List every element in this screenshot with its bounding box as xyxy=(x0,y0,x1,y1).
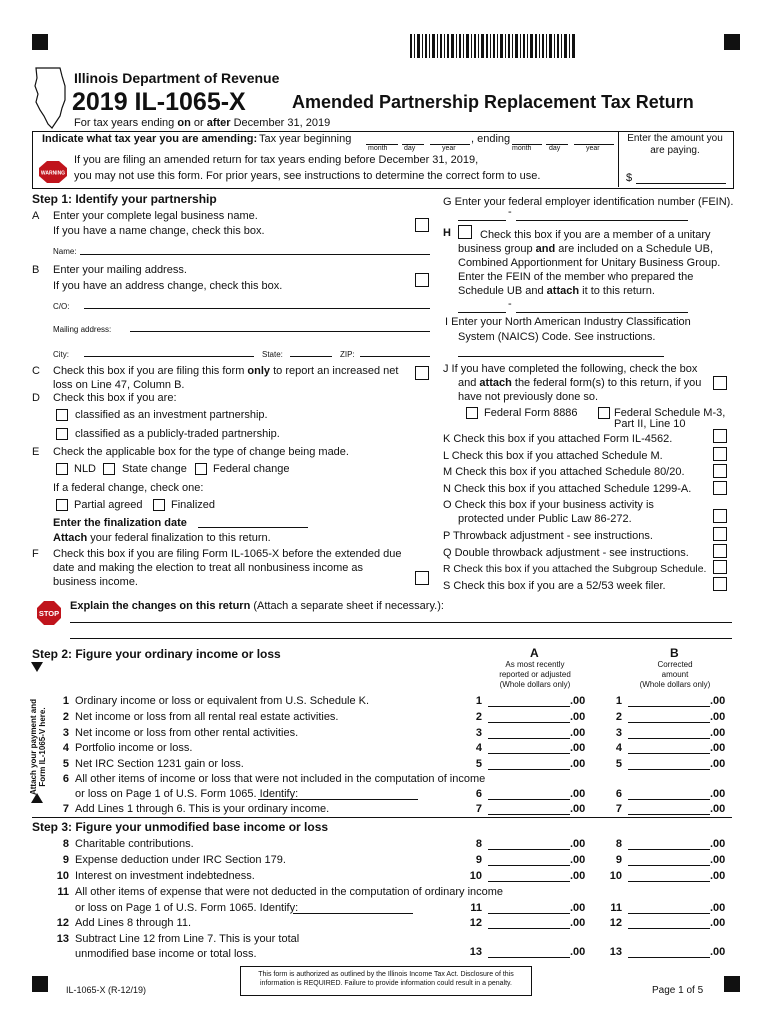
il4562-checkbox[interactable] xyxy=(713,429,727,443)
cents-label: .00 xyxy=(570,902,586,914)
cents-label: .00 xyxy=(570,917,586,929)
unitary-member-checkbox[interactable] xyxy=(458,225,472,239)
federal-change-label: Federal change xyxy=(213,463,290,475)
mailing-address-field[interactable] xyxy=(130,331,430,332)
step3-line-number: 10 xyxy=(56,870,69,882)
item-b-text-1: Enter your mailing address. xyxy=(53,264,187,276)
cents-label: .00 xyxy=(570,870,586,882)
warning-sign-icon xyxy=(38,160,68,184)
amount-field-col-b[interactable] xyxy=(628,865,710,866)
zip-label: ZIP: xyxy=(340,350,355,359)
state-label: State: xyxy=(262,350,283,359)
form-8886-checkbox[interactable] xyxy=(466,407,478,419)
item-h-text-5: Schedule UB and attach it to this return. xyxy=(458,285,655,297)
fein-dash: - xyxy=(508,206,512,218)
amount-field-col-b[interactable] xyxy=(628,881,710,882)
item-h-letter: H xyxy=(443,227,451,239)
explain-changes-label: Explain the changes on this return (Attach a separate sheet if necessary.): xyxy=(70,600,444,612)
cents-label: .00 xyxy=(570,854,586,866)
arrow-up-icon xyxy=(31,793,43,803)
disclosure-notice: This form is authorized as outlined by the Illinois Income Tax Act. Disclosure of this information is REQUIRED. Failure to provide information could result in a penalty. xyxy=(258,971,514,987)
arrow-down-icon xyxy=(31,662,43,672)
amount-line-number-a: 13 xyxy=(469,946,482,958)
item-a-text-2: If you have a name change, check this box. xyxy=(53,225,265,237)
column-a-desc-3: (Whole dollars only) xyxy=(499,680,571,689)
name-change-checkbox[interactable] xyxy=(415,218,429,232)
cents-label: .00 xyxy=(570,788,586,800)
cents-label: .00 xyxy=(570,695,586,707)
amount-line-number-a: 9 xyxy=(475,854,482,866)
step3-line-text: or loss on Page 1 of U.S. Form 1065. Identify: xyxy=(75,902,299,914)
amount-paying-label: Enter the amount you are paying. xyxy=(627,133,723,156)
ub-fein-field-a[interactable] xyxy=(458,312,506,313)
column-b-desc-1: Corrected xyxy=(657,660,693,669)
cents-label: .00 xyxy=(710,695,726,707)
amount-field-col-a[interactable] xyxy=(488,753,570,754)
amount-field-col-b[interactable] xyxy=(628,849,710,850)
dollar-sign: $ xyxy=(626,172,633,184)
nld-checkbox[interactable] xyxy=(56,463,68,475)
cents-label: .00 xyxy=(570,727,586,739)
cents-label: .00 xyxy=(710,803,726,815)
state-change-label: State change xyxy=(122,463,187,475)
item-i-text-1: I Enter your North American Industry Classification xyxy=(445,316,691,328)
amount-box-divider xyxy=(618,131,619,187)
nld-label: NLD xyxy=(74,463,97,475)
amount-field-col-a[interactable] xyxy=(488,881,570,882)
tax-year-beginning-label: Tax year beginning xyxy=(259,133,352,145)
tax-years-notice: For tax years ending on or after December 31, 2019 xyxy=(74,117,331,129)
item-o-text-2: protected under Public Law 86-272. xyxy=(458,513,632,525)
naics-field[interactable] xyxy=(458,356,664,357)
barcode xyxy=(410,34,576,58)
amount-field-col-a[interactable] xyxy=(488,928,570,929)
item-f-text-2: date and making the election to treat all nonbusiness income as xyxy=(53,562,364,574)
amount-line-number-b: 8 xyxy=(615,838,622,850)
item-r-text: R Check this box if you attached the Subgroup Schedule. xyxy=(443,564,707,575)
ub-fein-dash: - xyxy=(508,298,512,310)
cents-label: .00 xyxy=(570,803,586,815)
amount-field-col-b[interactable] xyxy=(628,799,710,800)
finalization-date-field[interactable] xyxy=(198,527,308,528)
amount-line-number-b: 12 xyxy=(609,917,622,929)
name-field[interactable] xyxy=(80,254,430,255)
schedule-8020-checkbox[interactable] xyxy=(713,464,727,478)
form-8886-label: Federal Form 8886 xyxy=(484,407,578,419)
amount-line-number-a: 11 xyxy=(470,902,482,914)
column-a-desc-1: As most recently xyxy=(505,660,565,669)
address-change-checkbox[interactable] xyxy=(415,273,429,287)
column-b-header: B xyxy=(670,646,679,660)
begin-day-caption: day xyxy=(404,145,416,152)
item-h-text-4: Enter the FEIN of the member who prepared the xyxy=(458,271,694,283)
item-c-text-2: loss on Line 47, Column B. xyxy=(53,379,185,391)
investment-partnership-checkbox[interactable] xyxy=(56,409,68,421)
step3-line-text: Subtract Line 12 from Line 7. This is your total xyxy=(75,933,300,945)
step2-line-number: 2 xyxy=(62,711,69,723)
step1-title: Step 1: Identify your partnership xyxy=(32,192,217,206)
amount-paying-field[interactable] xyxy=(636,183,726,184)
explain-line-1[interactable] xyxy=(70,622,732,623)
name-label: Name: xyxy=(53,247,77,256)
amount-line-number-b: 9 xyxy=(615,854,622,866)
begin-month-caption: month xyxy=(368,145,388,152)
amount-field-col-b[interactable] xyxy=(628,913,710,914)
item-h-text-2: business group and are included on a Schedule UB, xyxy=(458,243,714,255)
state-change-checkbox[interactable] xyxy=(103,463,115,475)
step2-line-text: Ordinary income or loss or equivalent from U.S. Schedule K. xyxy=(75,695,370,707)
line6-identify-field[interactable] xyxy=(258,799,418,800)
cents-label: .00 xyxy=(710,742,726,754)
cents-label: .00 xyxy=(570,758,586,770)
amount-field-col-b[interactable] xyxy=(628,722,710,723)
amount-field-col-a[interactable] xyxy=(488,957,570,958)
investment-partnership-label: classified as an investment partnership. xyxy=(75,409,268,421)
amount-line-number-a: 12 xyxy=(469,917,482,929)
item-b-letter: B xyxy=(32,264,40,276)
amount-field-col-a[interactable] xyxy=(488,814,570,815)
step2-line-text: Net income or loss from all rental real estate activities. xyxy=(75,711,339,723)
side-attach-text: Attach your payment and Form IL-1065-V here. xyxy=(29,699,47,796)
amount-line-number-b: 6 xyxy=(615,788,622,800)
amount-line-number-a: 8 xyxy=(475,838,482,850)
item-g-text: G Enter your federal employer identification number (FEIN). xyxy=(443,196,734,208)
amount-line-number-a: 1 xyxy=(475,695,482,707)
cents-label: .00 xyxy=(710,838,726,850)
item-m-text: M Check this box if you attached Schedule 80/20. xyxy=(443,466,685,478)
amount-line-number-b: 4 xyxy=(615,742,622,754)
throwback-checkbox[interactable] xyxy=(713,527,727,541)
item-j-text-1: J If you have completed the following, check the box xyxy=(443,363,698,375)
step3-line-text: Add Lines 8 through 11. xyxy=(75,917,191,929)
amount-line-number-a: 4 xyxy=(475,742,482,754)
subgroup-schedule-checkbox[interactable] xyxy=(713,560,727,574)
step2-title: Step 2: Figure your ordinary income or loss xyxy=(32,647,281,661)
step2-line-text: All other items of income or loss that were not included in the computation of income xyxy=(75,773,486,785)
step3-line-text: unmodified base income or total loss. xyxy=(75,948,257,960)
attach-finalization-text: Attach your federal finalization to this return. xyxy=(53,532,271,544)
item-l-text: L Check this box if you attached Schedule M. xyxy=(443,450,663,462)
fein-field-b[interactable] xyxy=(516,220,688,221)
finalized-label: Finalized xyxy=(171,499,216,511)
cents-label: .00 xyxy=(710,946,726,958)
item-j-text-3: have not previously done so. xyxy=(458,391,599,403)
step3-line-text: Expense deduction under IRC Section 179. xyxy=(75,854,286,866)
step3-line-number: 13 xyxy=(56,933,69,945)
amount-field-col-a[interactable] xyxy=(488,849,570,850)
fein-field-a[interactable] xyxy=(458,220,506,221)
item-k-text: K Check this box if you attached Form IL-4562. xyxy=(443,433,673,445)
schedule-1299a-checkbox[interactable] xyxy=(713,481,727,495)
amount-field-col-b[interactable] xyxy=(628,706,710,707)
step2-line-text: Net IRC Section 1231 gain or loss. xyxy=(75,758,244,770)
line11-identify-field[interactable] xyxy=(293,913,413,914)
amount-line-number-a: 5 xyxy=(475,758,482,770)
amount-line-number-a: 10 xyxy=(469,870,482,882)
amount-field-col-b[interactable] xyxy=(628,957,710,958)
item-e-letter: E xyxy=(32,446,40,458)
amount-line-number-a: 3 xyxy=(475,727,482,739)
amount-field-col-a[interactable] xyxy=(488,865,570,866)
amount-field-col-a[interactable] xyxy=(488,722,570,723)
step3-line-text: All other items of expense that were not deducted in the computation of ordinary income xyxy=(75,886,504,898)
amount-field-col-b[interactable] xyxy=(628,769,710,770)
amount-line-number-b: 13 xyxy=(609,946,622,958)
cents-label: .00 xyxy=(710,758,726,770)
cents-label: .00 xyxy=(710,711,726,723)
city-label: City: xyxy=(53,350,69,359)
schedule-m3-checkbox[interactable] xyxy=(598,407,610,419)
federal-change-check-one: If a federal change, check one: xyxy=(53,482,204,494)
cents-label: .00 xyxy=(710,727,726,739)
step3-line-number: 8 xyxy=(62,838,69,850)
step2-line-number: 7 xyxy=(62,803,69,815)
registration-mark-top-left xyxy=(32,34,48,50)
registration-mark-bottom-right xyxy=(724,976,740,992)
amount-field-col-a[interactable] xyxy=(488,769,570,770)
step3-line-text: Charitable contributions. xyxy=(75,838,194,850)
end-day-caption: day xyxy=(549,145,561,152)
stop-sign-icon xyxy=(36,600,62,626)
item-n-text: N Check this box if you attached Schedule 1299-A. xyxy=(443,483,692,495)
step2-line-text: Add Lines 1 through 6. This is your ordinary income. xyxy=(75,803,330,815)
column-a-desc-2: reported or adjusted xyxy=(499,670,571,679)
item-h-text-1: Check this box if you are a member of a unitary xyxy=(480,229,711,241)
federal-forms-checkbox[interactable] xyxy=(713,376,727,390)
partial-agreed-checkbox[interactable] xyxy=(56,499,68,511)
amount-line-number-b: 3 xyxy=(615,727,622,739)
registration-mark-bottom-left xyxy=(32,976,48,992)
svg-text:STOP: STOP xyxy=(38,609,60,618)
column-a-header: A xyxy=(530,646,539,660)
indicate-tax-year-label: Indicate what tax year you are amending: xyxy=(42,133,258,145)
step2-line-number: 1 xyxy=(62,695,69,707)
item-h-text-3: Combined Apportionment for Unitary Business Group. xyxy=(458,257,721,269)
item-c-text-1: Check this box if you are filing this form only to report an increased net xyxy=(53,365,399,377)
svg-text:WARNING: WARNING xyxy=(40,170,66,177)
item-a-text-1: Enter your complete legal business name. xyxy=(53,210,258,222)
amount-line-number-a: 2 xyxy=(475,711,482,723)
item-d-letter: D xyxy=(32,392,40,404)
notice-line-1: If you are filing an amended return for tax years ending before December 31, 2019, xyxy=(74,154,479,166)
form-subtitle: Amended Partnership Replacement Tax Return xyxy=(292,92,694,112)
mailing-address-label: Mailing address: xyxy=(53,325,112,334)
item-f-text-3: business income. xyxy=(53,576,138,588)
item-i-text-2: System (NAICS) Code. See instructions. xyxy=(458,331,656,343)
form-id: IL-1065-X (R-12/19) xyxy=(66,985,147,995)
amount-field-col-b[interactable] xyxy=(628,753,710,754)
cents-label: .00 xyxy=(710,917,726,929)
step2-line-number: 4 xyxy=(62,742,69,754)
begin-year-caption: year xyxy=(442,145,456,152)
cents-label: .00 xyxy=(710,870,726,882)
publicly-traded-checkbox[interactable] xyxy=(56,428,68,440)
finalized-checkbox[interactable] xyxy=(153,499,165,511)
cents-label: .00 xyxy=(710,902,726,914)
co-field[interactable] xyxy=(84,308,430,309)
ending-label: , ending xyxy=(471,133,511,145)
step2-line-number: 5 xyxy=(62,758,69,770)
step2-line-text: Portfolio income or loss. xyxy=(75,742,193,754)
schedule-m3-label-2: Part II, Line 10 xyxy=(614,418,686,430)
item-f-letter: F xyxy=(32,548,39,560)
step3-title: Step 3: Figure your unmodified base income or loss xyxy=(32,820,329,834)
item-d-text: Check this box if you are: xyxy=(53,392,177,404)
city-field[interactable] xyxy=(84,356,254,357)
amount-field-col-b[interactable] xyxy=(628,814,710,815)
column-b-desc-3: (Whole dollars only) xyxy=(639,680,711,689)
step2-line-number: 6 xyxy=(62,773,69,785)
item-o-text-1: O Check this box if your business activity is xyxy=(443,499,654,511)
schedule-m3-label-1: Federal Schedule M-3, xyxy=(614,407,726,419)
amount-field-col-a[interactable] xyxy=(488,913,570,914)
state-field[interactable] xyxy=(290,356,332,357)
cents-label: .00 xyxy=(570,946,586,958)
form-title: 2019 IL-1065-X xyxy=(72,88,246,116)
notice-line-2: you may not use this form. For prior years, see instructions to determine the correct form to use. xyxy=(74,170,541,182)
step2-line-text: Net income or loss from other rental activities. xyxy=(75,727,299,739)
amount-line-number-b: 7 xyxy=(615,803,622,815)
step2-divider xyxy=(32,817,732,818)
end-year-caption: year xyxy=(586,145,600,152)
page-number: Page 1 of 5 xyxy=(652,985,704,996)
amount-field-col-b[interactable] xyxy=(628,928,710,929)
partial-agreed-label: Partial agreed xyxy=(74,499,143,511)
cents-label: .00 xyxy=(710,788,726,800)
zip-field[interactable] xyxy=(360,356,430,357)
step3-line-number: 9 xyxy=(62,854,69,866)
explain-line-2[interactable] xyxy=(70,638,732,639)
publicly-traded-label: classified as a publicly-traded partnership. xyxy=(75,428,280,440)
step2-line-text: or loss on Page 1 of U.S. Form 1065. Identify: xyxy=(75,788,299,800)
amount-field-col-a[interactable] xyxy=(488,738,570,739)
step3-line-text: Interest on investment indebtedness. xyxy=(75,870,255,882)
amount-line-number-b: 11 xyxy=(610,902,622,914)
double-throwback-checkbox[interactable] xyxy=(713,544,727,558)
department-name: Illinois Department of Revenue xyxy=(74,70,280,86)
co-label: C/O: xyxy=(53,302,70,311)
item-c-letter: C xyxy=(32,365,40,377)
item-s-text: S Check this box if you are a 52/53 week filer. xyxy=(443,580,666,592)
pl86272-checkbox[interactable] xyxy=(713,509,727,523)
amount-line-number-b: 1 xyxy=(615,695,622,707)
item-e-text: Check the applicable box for the type of change being made. xyxy=(53,446,349,458)
illinois-state-icon xyxy=(32,66,68,130)
amount-field-col-a[interactable] xyxy=(488,799,570,800)
registration-mark-top-right xyxy=(724,34,740,50)
cents-label: .00 xyxy=(570,711,586,723)
item-a-letter: A xyxy=(32,210,40,222)
nonbusiness-election-checkbox[interactable] xyxy=(415,571,429,585)
amount-line-number-b: 10 xyxy=(609,870,622,882)
cents-label: .00 xyxy=(710,854,726,866)
amount-field-col-a[interactable] xyxy=(488,706,570,707)
amount-line-number-b: 5 xyxy=(615,758,622,770)
amount-field-col-b[interactable] xyxy=(628,738,710,739)
week-filer-checkbox[interactable] xyxy=(713,577,727,591)
item-p-text: P Throwback adjustment - see instructions. xyxy=(443,530,653,542)
schedule-m-checkbox[interactable] xyxy=(713,447,727,461)
item-j-text-2: and attach the federal form(s) to this return, if you xyxy=(458,377,702,389)
amount-line-number-a: 7 xyxy=(475,803,482,815)
item-b-text-2: If you have an address change, check this box. xyxy=(53,280,283,292)
step3-line-number: 11 xyxy=(57,886,69,898)
cents-label: .00 xyxy=(570,742,586,754)
federal-change-checkbox[interactable] xyxy=(195,463,207,475)
ub-fein-field-b[interactable] xyxy=(516,312,688,313)
cents-label: .00 xyxy=(570,838,586,850)
end-month-caption: month xyxy=(512,145,532,152)
column-b-desc-2: amount xyxy=(661,670,689,679)
amount-line-number-b: 2 xyxy=(615,711,622,723)
item-f-text-1: Check this box if you are filing Form IL-1065-X before the extended due xyxy=(53,548,402,560)
amount-line-number-a: 6 xyxy=(475,788,482,800)
step2-line-number: 3 xyxy=(62,727,69,739)
finalization-date-label: Enter the finalization date xyxy=(53,517,187,529)
increased-net-loss-checkbox[interactable] xyxy=(415,366,429,380)
item-q-text: Q Double throwback adjustment - see instructions. xyxy=(443,547,689,559)
step3-line-number: 12 xyxy=(56,917,69,929)
